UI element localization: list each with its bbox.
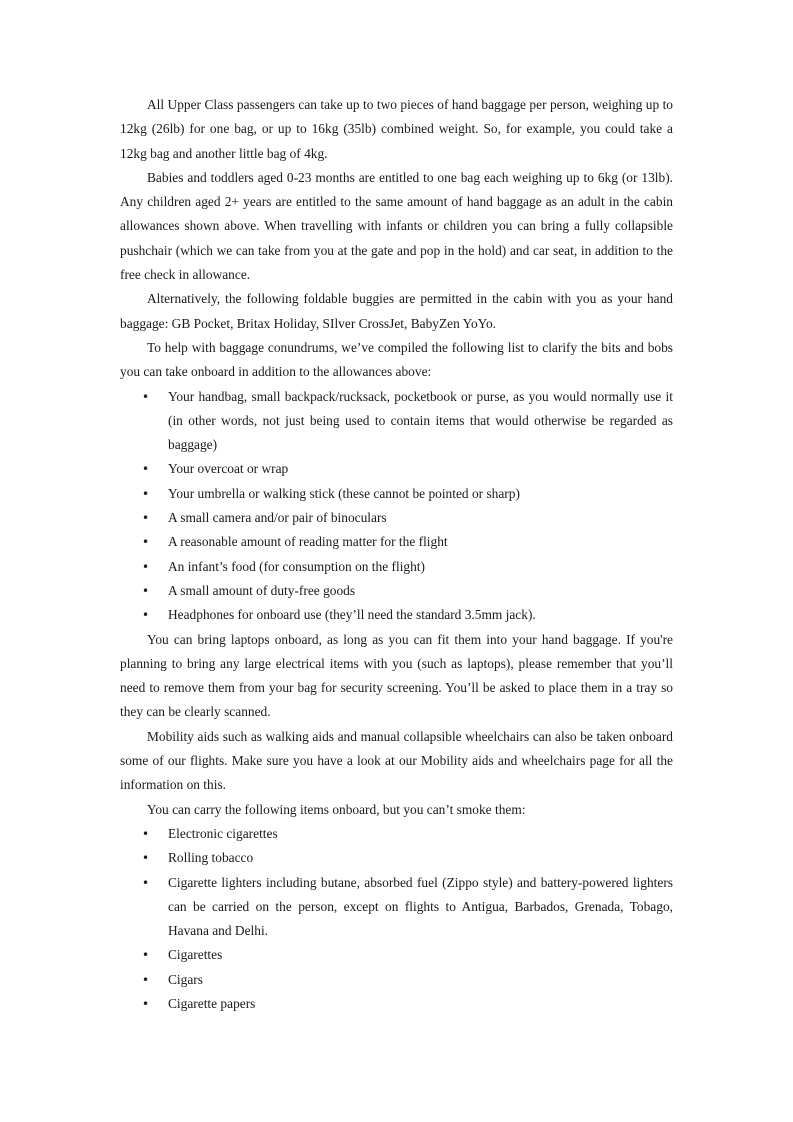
- paragraph-smoking-items-intro: You can carry the following items onboard, but you can’t smoke them:: [147, 801, 526, 817]
- list-item: • An infant’s food (for consumption on the flight): [120, 555, 673, 579]
- paragraph-infant-allowance: Babies and toddlers aged 0-23 months are entitled to one bag each weighing up to 6kg (or 13lb). Any children aged 2+ years are entitled to the same amount of hand baggage as an adult in the cabin allowances shown above. When travelling with infants or children you can bring a fully collapsible pushchair (which we can take from you at the gate and pop in the hold) and car seat, in addition to the free check in allowance.: [120, 169, 673, 283]
- list-item: • Rolling tobacco: [120, 846, 673, 870]
- list-item: • A small camera and/or pair of binoculars: [120, 506, 673, 530]
- list-item: • Cigarettes: [120, 943, 673, 967]
- list-item: • Cigarette lighters including butane, absorbed fuel (Zippo style) and battery-powered lighters can be carried on the person, except on flights to Antigua, Barbados, Grenada, Tobago, Havana and Delhi.: [120, 871, 673, 944]
- paragraph-mobility-aids: Mobility aids such as walking aids and manual collapsible wheelchairs can also be taken onboard some of our flights. Make sure you have a look at our Mobility aids and wheelchairs page for all the information on this.: [120, 728, 673, 793]
- paragraph-baggage-list-intro: To help with baggage conundrums, we’ve compiled the following list to clarify the bits and bobs you can take onboard in addition to the allowances above:: [120, 339, 673, 380]
- list-item: • Your umbrella or walking stick (these cannot be pointed or sharp): [120, 482, 673, 506]
- list-item: • Headphones for onboard use (they’ll need the standard 3.5mm jack).: [120, 603, 673, 627]
- paragraph-upper-class-allowance: All Upper Class passengers can take up to two pieces of hand baggage per person, weighing up to 12kg (26lb) for one bag, or up to 16kg (35lb) combined weight. So, for example, you could take a 12kg bag and another little bag of 4kg.: [120, 97, 673, 161]
- list-item: • A small amount of duty-free goods: [120, 579, 673, 603]
- list-item: • Cigarette papers: [120, 992, 673, 1016]
- list-item: • Your overcoat or wrap: [120, 457, 673, 481]
- onboard-items-list: [120, 385, 673, 628]
- list-item: • Your handbag, small backpack/rucksack, pocketbook or purse, as you would normally use it (in other words, not just being used to contain items that would otherwise be regarded as baggage): [120, 385, 673, 458]
- list-item: • Cigars: [120, 968, 673, 992]
- paragraph-foldable-buggies: Alternatively, the following foldable buggies are permitted in the cabin with you as your hand baggage: GB Pocket, Britax Holiday, SIlver CrossJet, BabyZen YoYo.: [120, 291, 673, 331]
- smoking-items-list: [120, 822, 673, 1016]
- paragraph-laptops: You can bring laptops onboard, as long as you can fit them into your hand baggage. If you're planning to bring any large electrical items with you (such as laptops), please remember that you’ll need to remove them from your bag for security screening. You’ll be asked to place them in a tray so they can be clearly scanned.: [120, 631, 673, 720]
- document-page: [120, 93, 673, 1016]
- list-item: • A reasonable amount of reading matter for the flight: [120, 530, 673, 554]
- list-item: • Electronic cigarettes: [120, 822, 673, 846]
